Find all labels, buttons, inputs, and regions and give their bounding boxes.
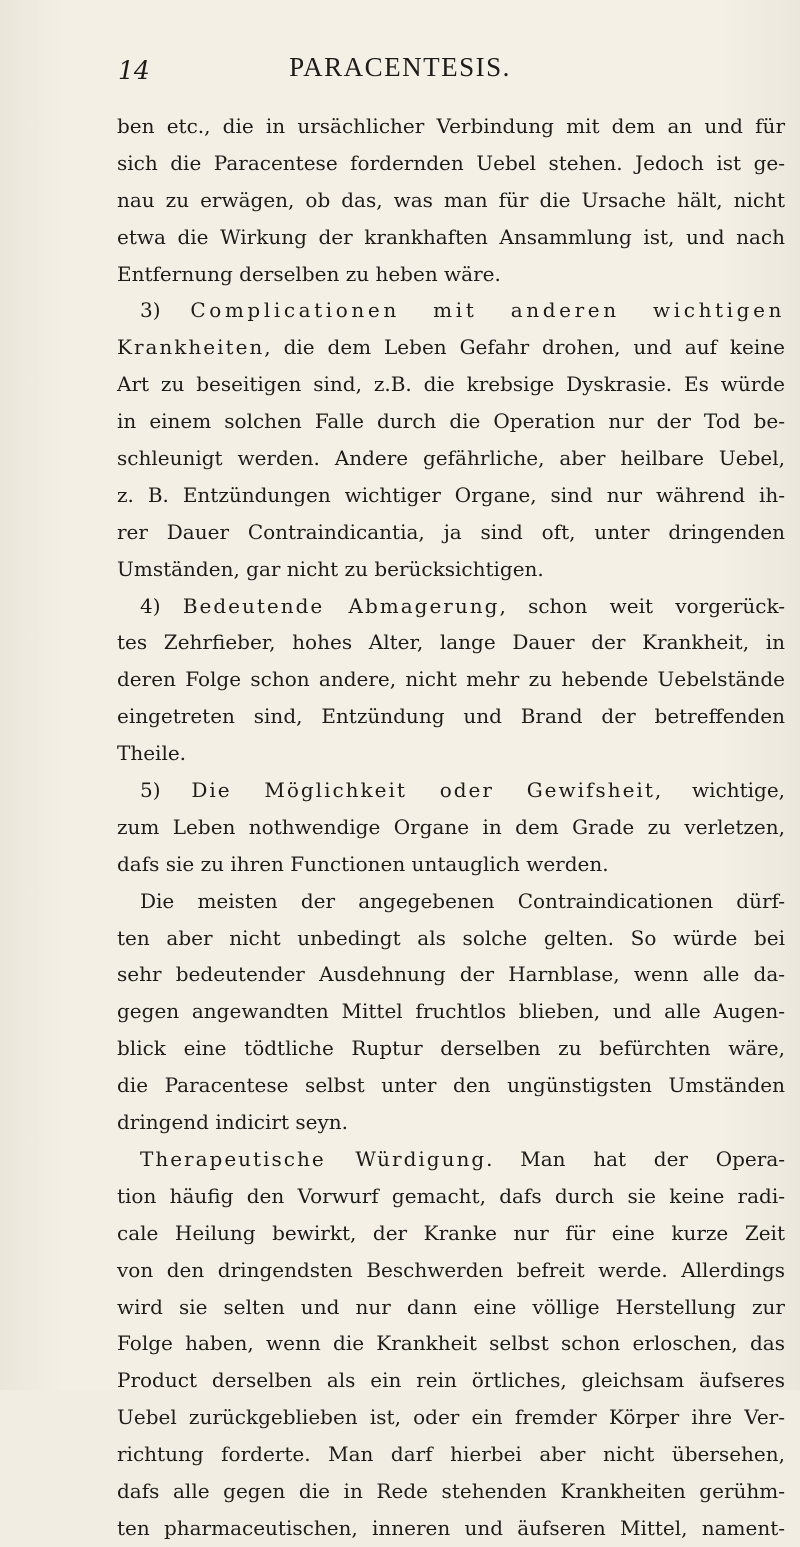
- text-line: tion häufig den Vorwurf gemacht, dafs durch sie keine radi-: [117, 1183, 785, 1208]
- text-line: blick eine tödtliche Ruptur derselben zu befürchten wäre,: [117, 1036, 785, 1061]
- text-line: zum Leben nothwendige Organe in dem Grade zu verletzen,: [117, 814, 785, 839]
- text-line: richtung forderte. Man darf hierbei aber nicht übersehen,: [117, 1442, 785, 1467]
- text-line: gegen angewandten Mittel fruchtlos blieben, und alle Augen-: [117, 999, 785, 1024]
- spaced-term: Complicationen mit anderen wichtigen: [190, 298, 785, 323]
- text-line: schleunigt werden. Andere gefährliche, aber heilbare Uebel,: [117, 446, 785, 471]
- text-line: wird sie selten und nur dann eine völlige Herstellung zur: [117, 1294, 785, 1319]
- line-rest: , schon weit vorgerück-: [499, 593, 785, 618]
- text-line: Folge haben, wenn die Krankheit selbst schon erloschen, das: [117, 1331, 785, 1356]
- text-line: eingetreten sind, Entzündung und Brand der betreffenden: [117, 704, 785, 729]
- text-line: [117, 329, 785, 366]
- text-line: Theile.: [117, 741, 187, 766]
- page-header: [0, 52, 800, 92]
- text-line: Umständen, gar nicht zu berücksichtigen.: [117, 556, 544, 581]
- text-line: Uebel zurückgeblieben ist, oder ein fremder Körper ihre Ver-: [117, 1405, 785, 1430]
- body-text: [117, 108, 785, 1547]
- text-line: dringend indicirt seyn.: [117, 1110, 348, 1135]
- text-line-contraindication-5: [117, 772, 785, 809]
- text-line: von den dringendsten Beschwerden befreit werde. Allerdings: [117, 1257, 785, 1282]
- spaced-term: Die Möglichkeit oder Gewifsheit: [191, 778, 655, 803]
- line-rest: , wichtige,: [654, 778, 786, 803]
- item-number: 5): [140, 778, 161, 803]
- text-line: ten aber nicht unbedingt als solche gelten. So würde bei: [117, 925, 785, 950]
- text-line: die Paracentese selbst unter den ungünstigsten Umständen: [117, 1073, 785, 1098]
- spaced-term: Therapeutische Würdigung: [140, 1146, 487, 1171]
- text-line: dafs alle gegen die in Rede stehenden Krankheiten gerühm-: [117, 1478, 785, 1503]
- text-line: sehr bedeutender Ausdehnung der Harnblase, wenn alle da-: [117, 962, 785, 987]
- text-line: z. B. Entzündungen wichtiger Organe, sind nur während ih-: [117, 482, 785, 507]
- text-line: Art zu beseitigen sind, z.B. die krebsige Dyskrasie. Es würde: [117, 372, 785, 397]
- line-rest: , die dem Leben Gefahr drohen, und auf keine: [264, 335, 785, 360]
- text-line: ten pharmaceutischen, inneren und äufseren Mittel, nament-: [117, 1515, 785, 1540]
- text-line-contraindication-3: [117, 292, 785, 329]
- text-line: rer Dauer Contraindicantia, ja sind oft, unter dringenden: [117, 519, 785, 544]
- line-rest: . Man hat der Opera-: [486, 1146, 785, 1171]
- page-number: 14: [118, 56, 150, 85]
- text-line-section-heading: [117, 1141, 785, 1178]
- text-line: Entfernung derselben zu heben wäre.: [117, 261, 501, 286]
- spaced-term: Krankheiten: [117, 335, 265, 360]
- item-number: 3): [140, 298, 161, 323]
- text-line: ben etc., die in ursächlicher Verbindung mit dem an und für: [117, 114, 785, 138]
- text-line: nau zu erwägen, ob das, was man für die Ursache hält, nicht: [117, 187, 785, 212]
- running-head: PARACENTESIS.: [289, 52, 511, 82]
- text-line: etwa die Wirkung der krankhaften Ansammlung ist, und nach: [117, 224, 785, 249]
- text-line: Die meisten der angegebenen Contraindicationen dürf-: [140, 888, 785, 913]
- text-line: sich die Paracentese fordernden Uebel stehen. Jedoch ist ge-: [117, 150, 785, 175]
- text-line: cale Heilung bewirkt, der Kranke nur für eine kurze Zeit: [117, 1220, 785, 1245]
- spaced-term: Bedeutende Abmagerung: [182, 593, 500, 618]
- text-line-contraindication-4: [117, 588, 785, 625]
- item-number: 4): [140, 593, 161, 618]
- text-line: Product derselben als ein rein örtliches, gleichsam äufseres: [117, 1368, 785, 1393]
- text-line: dafs sie zu ihren Functionen untauglich werden.: [117, 851, 609, 876]
- text-line: deren Folge schon andere, nicht mehr zu hebende Uebelstände: [117, 667, 785, 692]
- text-line: tes Zehrfieber, hohes Alter, lange Dauer der Krankheit, in: [117, 630, 785, 655]
- text-line: in einem solchen Falle durch die Operation nur der Tod be-: [117, 409, 785, 434]
